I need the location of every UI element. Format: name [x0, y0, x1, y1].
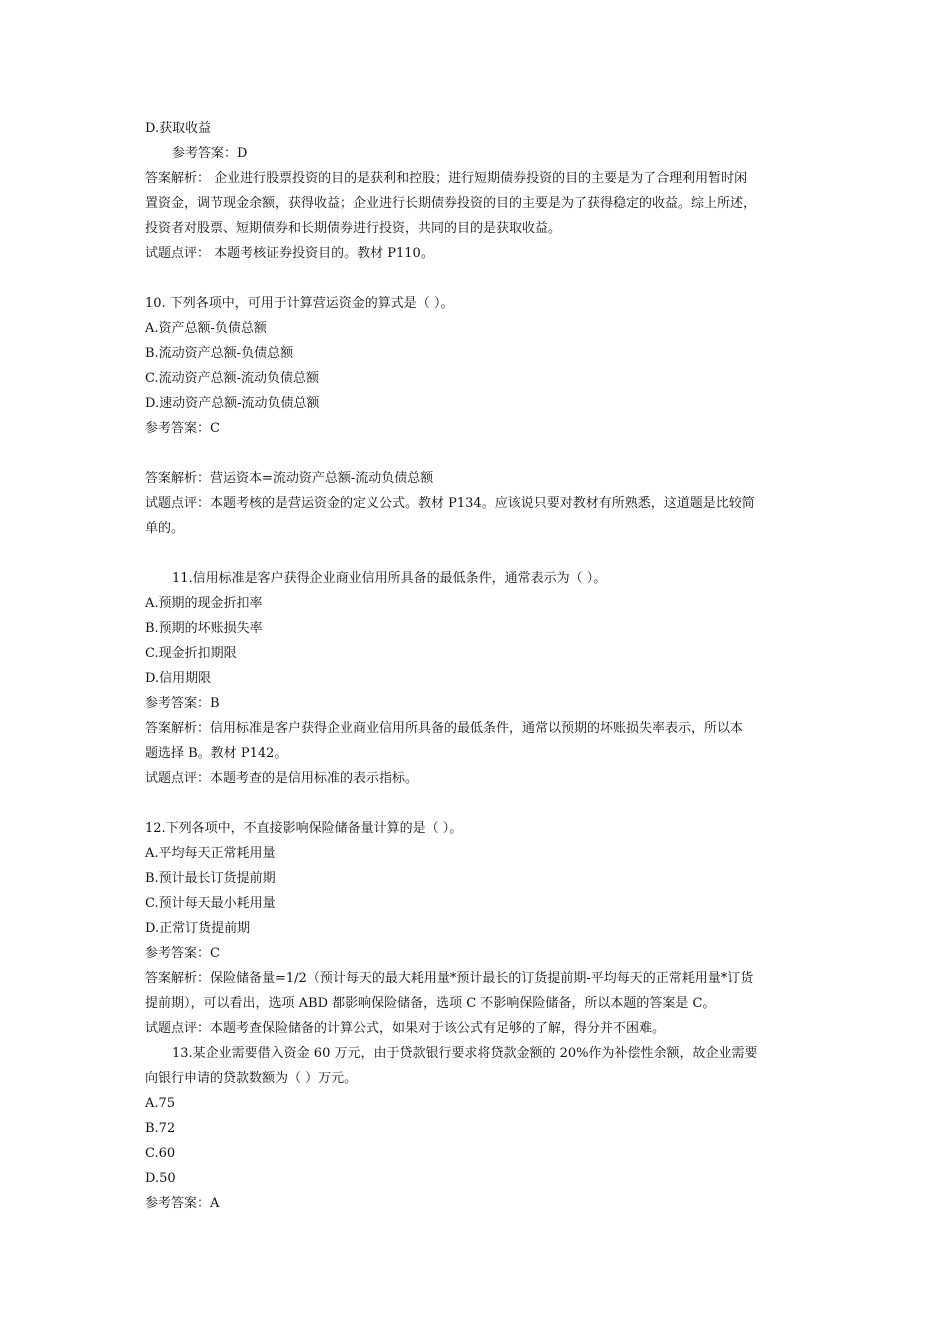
reference-answer: 参考答案：A: [145, 1196, 220, 1211]
option-d: D.信用期限: [145, 671, 212, 686]
reference-answer: 参考答案：C: [145, 946, 220, 961]
text-line: 参考答案：D: [172, 146, 248, 161]
reference-answer: 参考答案：C: [145, 421, 220, 436]
option-b: B.预计最长订货提前期: [145, 871, 276, 886]
option-a: A.平均每天正常耗用量: [145, 846, 276, 861]
option-b: B.预期的坏账损失率: [145, 621, 263, 636]
answer-analysis: 答案解析：信用标准是客户获得企业商业信用所具备的最低条件，通常以预期的坏账损失率表示，所以本: [145, 721, 744, 736]
question-title: 12.下列各项中，不直接影响保险储备量计算的是（ ）。: [145, 821, 463, 836]
question-title: 13.某企业需要借入资金 60 万元，由于贷款银行要求将贷款金额的 20%作为补偿性余额，故企业需要: [172, 1046, 758, 1061]
option-a: A.预期的现金折扣率: [145, 596, 263, 611]
option-c: C.60: [145, 1146, 176, 1161]
question-title: 10. 下列各项中，可用于计算营运资金的算式是（ ）。: [145, 296, 454, 311]
option-d: D.速动资产总额-流动负债总额: [145, 396, 320, 411]
text-line: 投资者对股票、短期债券和长期债券进行投资，共同的目的是获取收益。: [145, 221, 562, 236]
option-c: C.现金折扣期限: [145, 646, 237, 661]
option-d: D.正常订货提前期: [145, 921, 251, 936]
reference-answer: 参考答案：B: [145, 696, 220, 711]
question-comment: 试题点评：本题考查保险储备的计算公式，如果对于该公式有足够的了解，得分并不困难。: [145, 1021, 666, 1036]
text-line: D.获取收益: [145, 121, 212, 136]
text-line: 题选择 B。教材 P142。: [145, 746, 288, 761]
option-a: A.75: [145, 1096, 176, 1111]
option-d: D.50: [145, 1171, 176, 1186]
text-line: 答案解析： 企业进行股票投资的目的是获利和控股；进行短期债券投资的目的主要是为了合理利用暂时闲: [145, 171, 748, 186]
text-line: 向银行申请的贷款数额为（ ）万元。: [145, 1071, 358, 1086]
question-title: 11.信用标准是客户获得企业商业信用所具备的最低条件，通常表示为（ ）。: [172, 571, 607, 586]
answer-analysis: 答案解析：营运资本=流动资产总额-流动负债总额: [145, 471, 434, 486]
question-comment: 试题点评：本题考核的是营运资金的定义公式。教材 P134。应该说只要对教材有所熟悉，这道题是比较简: [145, 496, 755, 511]
text-line: 试题点评： 本题考核证券投资目的。教材 P110。: [145, 246, 434, 261]
question-comment: 试题点评：本题考查的是信用标准的表示指标。: [145, 771, 419, 786]
option-b: B.流动资产总额-负债总额: [145, 346, 294, 361]
option-a: A.资产总额-负债总额: [145, 321, 267, 336]
answer-analysis: 答案解析：保险储备量=1/2（预计每天的最大耗用量*预计最长的订货提前期-平均每天的正常耗用量*订货: [145, 971, 754, 986]
option-c: C.预计每天最小耗用量: [145, 896, 276, 911]
option-b: B.72: [145, 1121, 176, 1136]
text-line: 提前期），可以看出，选项 ABD 都影响保险储备，选项 C 不影响保险储备，所以本题的答案是 C。: [145, 996, 716, 1011]
text-line: 单的。: [145, 521, 185, 536]
text-line: 置资金，调节现金余额，获得收益；企业进行长期债券投资的目的主要是为了获得稳定的收益。综上所述，: [145, 196, 757, 211]
option-c: C.流动资产总额-流动负债总额: [145, 371, 320, 386]
